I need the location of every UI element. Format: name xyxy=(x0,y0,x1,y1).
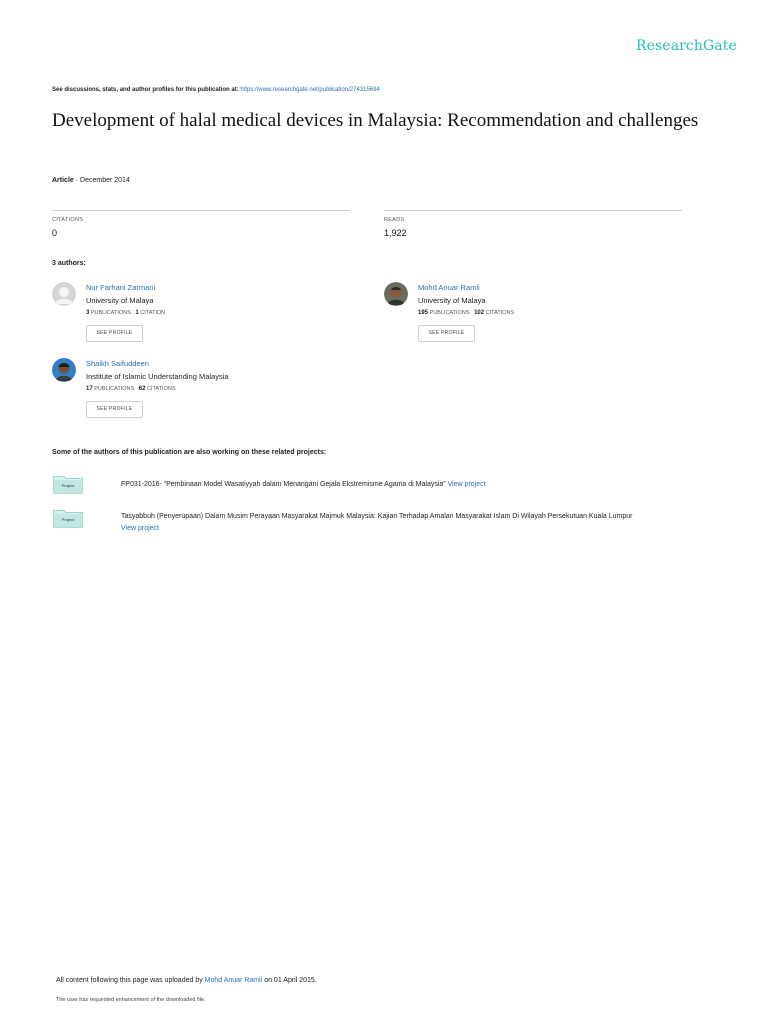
citations-count: 1 xyxy=(135,310,139,316)
author-institution: University of Malaya xyxy=(418,296,486,305)
publications-label: PUBLICATIONS xyxy=(94,386,135,392)
citations-divider xyxy=(52,210,350,211)
view-project-link[interactable]: View project xyxy=(121,525,160,532)
publications-label: PUBLICATIONS xyxy=(90,310,131,316)
project-item xyxy=(121,481,486,488)
researchgate-logo[interactable]: ResearchGate xyxy=(636,38,737,54)
meta-separator: · xyxy=(73,177,81,184)
upload-suffix: on 01 April 2015. xyxy=(262,977,317,984)
publication-meta xyxy=(52,177,130,184)
citations-count-label: CITATIONS xyxy=(146,386,176,392)
enhancement-note: The user has requested enhancement of the downloaded file. xyxy=(56,997,206,1003)
see-profile-button[interactable]: SEE PROFILE xyxy=(86,325,143,342)
avatar-placeholder-icon[interactable] xyxy=(52,282,76,306)
reads-value: 1,922 xyxy=(384,228,407,238)
citations-count: 62 xyxy=(138,386,146,392)
project-item xyxy=(121,511,711,535)
citations-count: 102 xyxy=(474,310,485,316)
discussion-line xyxy=(52,87,380,93)
project-title: FP031-2016- “Pembinaan Model Wasatiyyah dalam Menangani Gejala Ekstremisme Agama di Malaysia” xyxy=(121,481,448,488)
project-icon-label: Project xyxy=(61,483,75,488)
publications-label: PUBLICATIONS xyxy=(429,310,470,316)
author-card xyxy=(384,282,704,352)
publication-title: Development of halal medical devices in Malaysia: Recommendation and challenges xyxy=(52,110,699,131)
related-projects-heading: Some of the authors of this publication are also working on these related projects: xyxy=(52,449,327,456)
view-project-link[interactable]: View project xyxy=(447,481,486,488)
author-institution: Institute of Islamic Understanding Malaysia xyxy=(86,372,229,381)
project-icon-label: Project xyxy=(61,517,75,522)
publications-count: 17 xyxy=(86,386,93,392)
upload-prefix: All content following this page was uploaded by xyxy=(56,977,205,984)
author-stats xyxy=(418,310,514,316)
uploader-link[interactable]: Mohd Anuar Ramli xyxy=(204,977,263,984)
citations-value: 0 xyxy=(52,228,58,238)
reads-divider xyxy=(384,210,682,211)
author-stats xyxy=(86,386,176,392)
author-name-link[interactable]: Mohd Anuar Ramli xyxy=(418,283,480,292)
citations-count-label: CITATIONS xyxy=(485,310,515,316)
publication-type: Article xyxy=(52,177,74,184)
reads-label: READS xyxy=(384,217,405,223)
publication-url-link[interactable]: https://www.researchgate.net/publication/274315694 xyxy=(240,87,380,93)
author-stats xyxy=(86,310,165,316)
author-photo[interactable] xyxy=(52,358,76,382)
author-card xyxy=(52,358,372,428)
publication-date: December 2014 xyxy=(80,177,130,184)
author-name-link[interactable]: Shaikh Saifuddeen xyxy=(86,359,149,368)
author-photo[interactable] xyxy=(384,282,408,306)
citations-count-label: CITATION xyxy=(140,310,166,316)
author-name-link[interactable]: Nur Farhani Zarmani xyxy=(86,283,156,292)
project-title: Tasyabbuh (Penyerupaan) Dalam Musim Perayaan Masyarakat Majmuk Malaysia: Kajian Terhadap Amalan Masyarakat Islam Di Wilayah Persekutuan Kuala Lumpur xyxy=(121,513,633,520)
publications-count: 3 xyxy=(86,310,90,316)
discussion-text: See discussions, stats, and author profiles for this publication at: xyxy=(52,87,241,93)
author-institution: University of Malaya xyxy=(86,296,154,305)
upload-note xyxy=(56,977,317,984)
project-folder-icon xyxy=(53,475,83,494)
see-profile-button[interactable]: SEE PROFILE xyxy=(86,401,143,418)
author-card xyxy=(52,282,372,352)
authors-heading: 3 authors: xyxy=(52,260,86,267)
project-folder-icon xyxy=(53,509,83,528)
citations-label: CITATIONS xyxy=(52,217,84,223)
see-profile-button[interactable]: SEE PROFILE xyxy=(418,325,475,342)
publications-count: 195 xyxy=(418,310,429,316)
